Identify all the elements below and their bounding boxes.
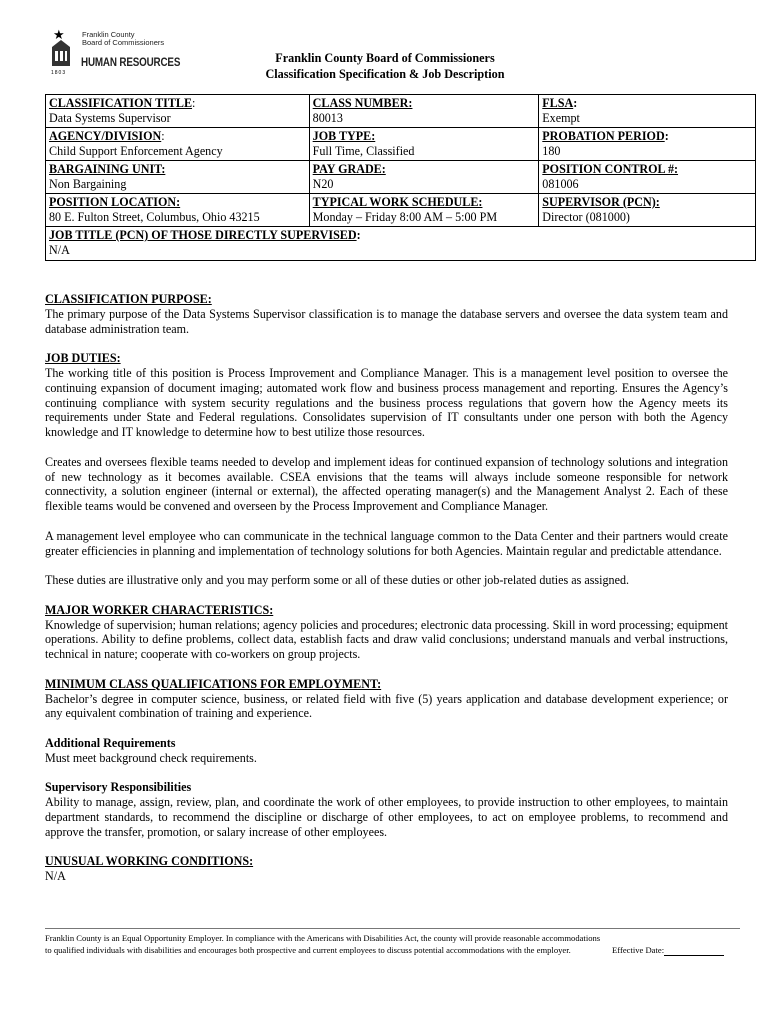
table-row — [46, 128, 756, 161]
additional-requirements-text: Must meet background check requirements. — [45, 750, 257, 765]
supervised-label: JOB TITLE (PCN) OF THOSE DIRECTLY SUPERVISED — [49, 228, 357, 242]
document-subtitle: Classification Specification & Job Description — [265, 67, 505, 81]
effective-date — [612, 944, 724, 956]
supervisory-section — [45, 780, 728, 839]
agency-division-label: AGENCY/DIVISION — [49, 129, 162, 143]
footer — [45, 928, 740, 957]
qualifications-heading: MINIMUM CLASS QUALIFICATIONS FOR EMPLOYMENT: — [45, 676, 382, 691]
additional-requirements-heading: Additional Requirements — [45, 735, 176, 750]
table-row — [46, 95, 756, 128]
job-type-cell — [309, 128, 539, 161]
unusual-conditions-section — [45, 854, 728, 884]
supervised-value: N/A — [49, 242, 70, 257]
pay-grade-cell — [309, 161, 539, 194]
position-location-label: POSITION LOCATION: — [49, 195, 181, 209]
class-number-value: 80013 — [312, 110, 343, 125]
supervisory-heading: Supervisory Responsibilities — [45, 780, 192, 795]
supervisor-cell — [539, 194, 756, 227]
table-row — [46, 161, 756, 194]
supervisory-text: Ability to manage, assign, review, plan, and coordinate the work of other employees, to provide instruction to other employees, to maintain department standards, to recommend the discipline or discharge of other employees, to act on employee problems, to recommend and approve the transfer, promotion, or salary increase of other employees. — [45, 795, 728, 839]
duties-section — [45, 351, 728, 440]
bargaining-unit-value: Non Bargaining — [49, 176, 127, 191]
effective-date-blank — [664, 946, 724, 956]
duties-paragraph-1: The working title of this position is Process Improvement and Compliance Manager. This is a management level position to oversee the continuing expansion of document imaging; automated work flow and business process management and reporting. Ensures the Agency’s continuing compliance with system security regulations and the business process regulations that govern how the Agency meets its requirements under State and Federal regulations. Consolidates supervision of IT consultants under one person with both the Agency knowledge and IT knowledge to determine how to best utilize those resources. — [45, 365, 728, 440]
document-header — [0, 50, 770, 82]
work-schedule-label: TYPICAL WORK SCHEDULE: — [312, 195, 483, 209]
flsa-cell: FLSA: Exempt — [539, 95, 756, 128]
duties-paragraph-4: These duties are illustrative only and you may perform some or all of these duties or other job-related duties as assigned. — [45, 573, 630, 588]
work-schedule-cell — [309, 194, 539, 227]
position-control-cell — [539, 161, 756, 194]
purpose-heading: CLASSIFICATION PURPOSE: — [45, 292, 212, 306]
work-schedule-value: Monday – Friday 8:00 AM – 5:00 PM — [312, 209, 498, 224]
bargaining-unit-label: BARGAINING UNIT: — [49, 162, 166, 176]
pay-grade-value: N20 — [312, 176, 334, 191]
logo-year: 1803 — [51, 70, 67, 76]
supervisor-label: SUPERVISOR (PCN): — [542, 195, 660, 209]
bargaining-unit-cell — [46, 161, 310, 194]
job-type-value: Full Time, Classified — [312, 143, 415, 158]
unusual-conditions-heading: UNUSUAL WORKING CONDITIONS: — [45, 854, 254, 869]
purpose-section — [45, 292, 728, 336]
eeo-statement: Franklin County is an Equal Opportunity Employer. In compliance with the Americans with Disabilities Act, the county will provide reasonable accommodations to qualified individuals with disabilities and encourages both prospective and current employees to discuss potential accommodations with the employer. — [45, 933, 601, 956]
class-number-cell — [309, 95, 539, 128]
characteristics-section — [45, 603, 728, 662]
additional-requirements-section — [45, 736, 728, 766]
agency-division-value: Child Support Enforcement Agency — [49, 143, 223, 158]
qualifications-section — [45, 677, 728, 721]
classification-title-value: Data Systems Supervisor — [49, 110, 171, 125]
document-body — [45, 292, 728, 899]
characteristics-text: Knowledge of supervision; human relations; agency policies and procedures; electronic data processing. Skill in word processing; equipment operations. Ability to define problems, collect data, establish facts and draw valid conclusions; understand manuals and verbal instructions, technical in nature; cooperate with co-workers on group projects. — [45, 617, 728, 662]
logo-line-1: Franklin County — [82, 30, 135, 39]
position-location-value: 80 E. Fulton Street, Columbus, Ohio 43215 — [49, 209, 260, 224]
duties-heading: JOB DUTIES: — [45, 351, 121, 366]
duties-paragraph-3: A management level employee who can communicate in the technical language common to the Data Center and their partners would create greater efficiencies in planning and implementation of technology solutions for both Agencies. Maintain regular and predictable attendance. — [45, 528, 728, 558]
flsa-value: Exempt — [542, 110, 580, 125]
effective-date-label: Effective Date: — [612, 945, 665, 955]
job-type-label: JOB TYPE: — [312, 129, 376, 143]
table-row — [46, 227, 756, 261]
job-info-table — [45, 94, 756, 261]
qualifications-text: Bachelor’s degree in computer science, business, or related field with five (5) years application and database development experience; or any equivalent combination of training and experience. — [45, 691, 728, 721]
class-number-label: CLASS NUMBER: — [312, 96, 413, 110]
classification-title-cell: CLASSIFICATION TITLE: Data Systems Supervisor — [46, 95, 310, 128]
probation-period-cell: PROBATION PERIOD: 180 — [539, 128, 756, 161]
pay-grade-label: PAY GRADE: — [312, 162, 386, 176]
agency-division-cell: AGENCY/DIVISION: Child Support Enforcement Agency — [46, 128, 310, 161]
classification-title-label: CLASSIFICATION TITLE — [49, 96, 193, 110]
star-icon: ★ — [53, 27, 65, 42]
probation-period-label: PROBATION PERIOD — [542, 129, 665, 143]
document-title: Franklin County Board of Commissioners — [275, 51, 495, 65]
position-control-label: POSITION CONTROL #: — [542, 162, 679, 176]
duties-paragraph-2: Creates and oversees flexible teams needed to develop and implement ideas for continued expansion of technology solutions and integration of new technology as it becomes available. CSEA envisions that the teams will always include someone responsible for network connectivity, a solution engineer (internal or external), the affected operating manager(s) and the Management Analyst 2. Each of these flexible teams would be convened and overseen by the Process Improvement and Compliance Manager. — [45, 454, 728, 514]
characteristics-heading: MAJOR WORKER CHARACTERISTICS: — [45, 602, 274, 617]
supervisor-value: Director (081000) — [542, 209, 630, 224]
position-control-value: 081006 — [542, 176, 579, 191]
purpose-text: The primary purpose of the Data Systems Supervisor classification is to manage the database servers and oversee the data system team and database administration team. — [45, 306, 728, 336]
logo-human-resources: HUMAN RESOURCES — [81, 55, 181, 69]
supervised-cell: JOB TITLE (PCN) OF THOSE DIRECTLY SUPERVISED: N/A — [46, 227, 756, 261]
position-location-cell — [46, 194, 310, 227]
logo-line-2: Board of Commissioners — [82, 38, 165, 47]
unusual-conditions-text: N/A — [45, 869, 66, 884]
table-row — [46, 194, 756, 227]
flsa-label: FLSA — [542, 96, 574, 110]
probation-period-value: 180 — [542, 143, 561, 158]
